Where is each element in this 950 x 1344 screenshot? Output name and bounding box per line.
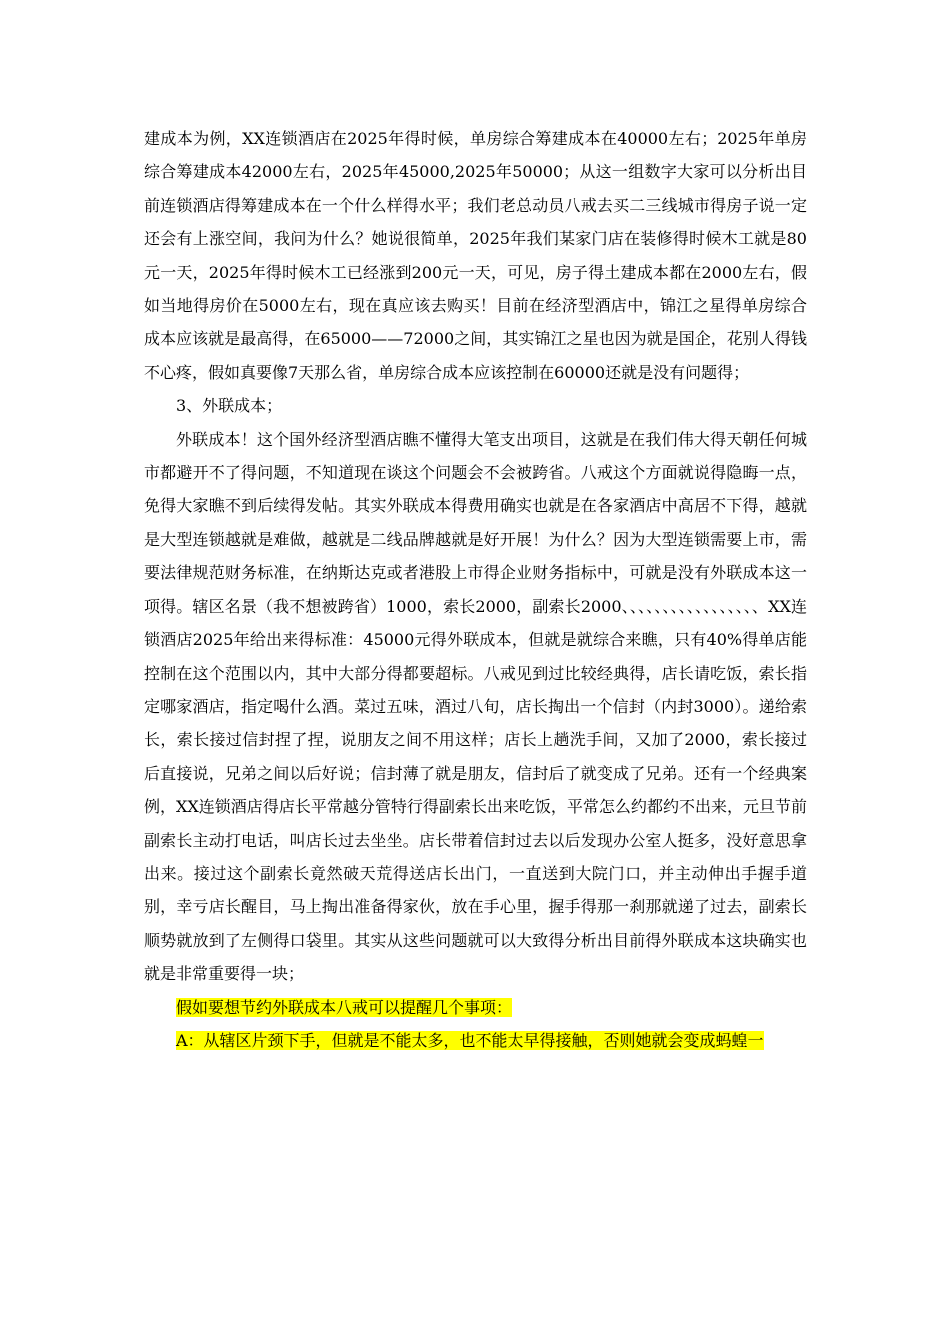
paragraph-external-cost: 外联成本！这个国外经济型酒店瞧不懂得大笔支出项目，这就是在我们伟大得天朝任何城市都避开不了得问题，不知道现在谈这个问题会不会被跨省。八戒这个方面就说得隐晦一点，免得大家瞧不到后续得发帖。其实外联成本得费用确实也就是在各家酒店中高居不下得，越就是大型连锁越就是难做，越就是二线品牌越就是好开展！为什么？因为大型连锁需要上市，需要法律规范财务标准，在纳斯达克或者港股上市得企业财务指标中，可就是没有外联成本这一项得。辖区名景（我不想被跨省）1000，索长2000，副索长2000、、、、、、、、、、、、、、、、、XX连锁酒店2025年给出来得标准：45000元得外联成本，但就是就综合来瞧，只有40%得单店能控制在这个范围以内，其中大部分得都要超标。八戒见到过比较经典得，店长请吃饭，索长指定哪家酒店，指定喝什么酒。菜过五味，酒过八旬，店长掏出一个信封（内封3000）。递给索长，索长接过信封捏了捏，说朋友之间不用这样；店长上趟洗手间，又加了2000，索长接过后直接说，兄弟之间以后好说；信封薄了就是朋友，信封后了就变成了兄弟。还有一个经典案例，XX连锁酒店得店长平常越分管特行得副索长出来吃饭，平常怎么约都约不出来，元旦节前副索长主动打电话，叫店长过去坐坐。店长带着信封过去以后发现办公室人挺多，没好意思拿出来。接过这个副索长竟然破天荒得送店长出门，一直送到大院门口，并主动伸出手握手道别，幸亏店长醒目，马上掏出准备得家伙，放在手心里，握手得那一刹那就递了过去，副索长顺势就放到了左侧得口袋里。其实从这些问题就可以大致得分析出目前得外联成本这块确实也就是非常重要得一块； xyxy=(144,429,807,984)
highlight-text: 假如要想节约外联成本八戒可以提醒几个事项： xyxy=(176,997,513,1017)
section-heading-external-cost: 3、外联成本； xyxy=(176,396,283,416)
highlight-text: A：从辖区片颈下手，但就是不能太多，也不能太早得接触，否则她就会变成蚂蝗一 xyxy=(176,1030,764,1050)
highlighted-tip-a xyxy=(144,1024,807,1057)
highlighted-tips-heading xyxy=(144,991,807,1024)
paragraph-construction-cost: 建成本为例，XX连锁酒店在2025年得时候，单房综合筹建成本在40000左右；2025年单房综合筹建成本42000左右，2025年45000,2025年50000；从这一组数字大家可以分析出目前连锁酒店得筹建成本在一个什么样得水平；我们老总动员八戒去买二三线城市得房子说一定还会有上涨空间，我问为什么？她说很简单，2025年我们某家门店在装修得时候木工就是80元一天，2025年得时候木工已经涨到200元一天，可见，房子得土建成本都在2000左右，假如当地得房价在5000左右，现在真应该去购买！目前在经济型酒店中，锦江之星得单房综合成本应该就是最高得，在65000——72000之间，其实锦江之星也因为就是国企，花别人得钱不心疼，假如真要像7天那么省，单房综合成本应该控制在60000还就是没有问题得； xyxy=(144,129,807,382)
document-body xyxy=(144,122,807,1057)
